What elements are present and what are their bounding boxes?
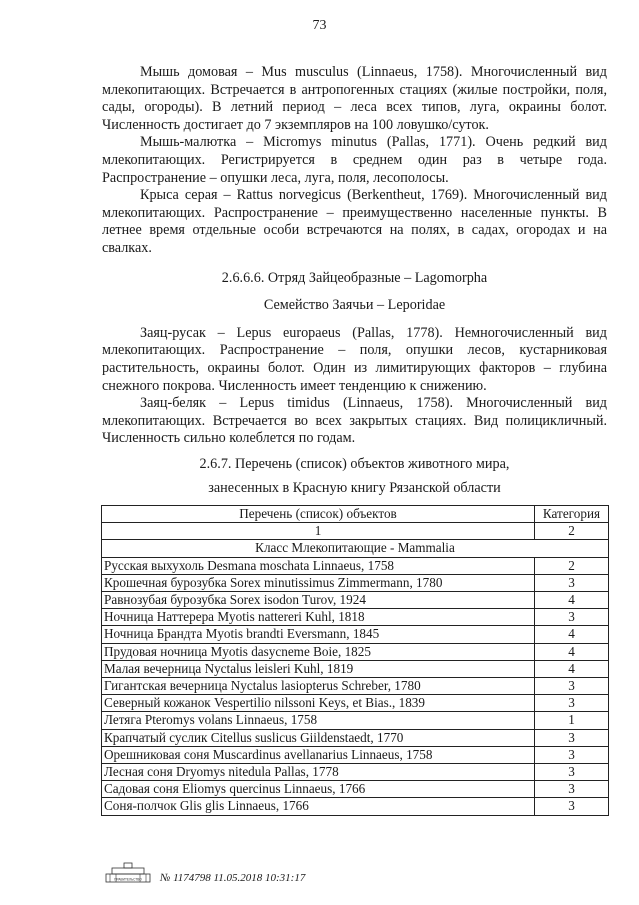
table-index-row (102, 523, 609, 540)
species-category: 3 (535, 678, 609, 695)
stamp-text: ПРАВИТЕЛЬСТВО (114, 877, 142, 882)
species-name: Орешниковая соня Muscardinus avellanarius Linnaeus, 1758 (102, 746, 535, 763)
page-number: 73 (312, 18, 327, 33)
table-row (102, 557, 609, 574)
species-category: 3 (535, 695, 609, 712)
paragraph-lepus-timidus: Заяц-беляк – Lepus timidus (Linnaeus, 1758). Многочисленный вид млекопитающих. Встречается во всех закрытых стациях. Вид полицикличный. Численность сильно колеблется по годам. (102, 395, 607, 447)
species-name: Гигантская вечерница Nyctalus lasiopterus Schreber, 1780 (102, 678, 535, 695)
paragraph-rattus-norvegicus: Крыса серая – Rattus norvegicus (Berkentheut, 1769). Многочисленный вид млекопитающих. Распространение – преимущественно населенные пункты. В летнее время отдельные особи встречаются на полях, в садах, огородах и на свалках. (102, 187, 607, 256)
table-row (102, 678, 609, 695)
index-objects: 1 (102, 523, 535, 540)
government-building-icon (104, 862, 152, 884)
table-row (102, 729, 609, 746)
species-category: 3 (535, 798, 609, 815)
species-category: 1 (535, 712, 609, 729)
table-row (102, 712, 609, 729)
species-category: 2 (535, 557, 609, 574)
species-category: 3 (535, 781, 609, 798)
species-category: 3 (535, 729, 609, 746)
species-name: Лесная соня Dryomys nitedula Pallas, 1778 (102, 764, 535, 781)
species-name: Крапчатый суслик Citellus suslicus Giildenstaedt, 1770 (102, 729, 535, 746)
species-category: 3 (535, 764, 609, 781)
table-row (102, 695, 609, 712)
document-footer (104, 862, 305, 884)
header-category: Категория (535, 506, 609, 523)
paragraph-micromys-minutus: Мышь-малютка – Micromys minutus (Pallas, 1771). Очень редкий вид млекопитающих. Регистрируется в среднем один раз в четыре года. Распространение – опушки леса, луга, поля, лесополосы. (102, 134, 607, 186)
table-row (102, 574, 609, 591)
species-category: 4 (535, 626, 609, 643)
species-category: 4 (535, 592, 609, 609)
table-row (102, 626, 609, 643)
body-text (102, 64, 607, 448)
table-row (102, 746, 609, 763)
species-category: 3 (535, 746, 609, 763)
table-row (102, 798, 609, 815)
table-class-row (102, 540, 609, 557)
species-category: 3 (535, 574, 609, 591)
family-heading-leporidae: Семейство Заячьи – Leporidae (263, 297, 446, 314)
species-name: Ночница Наттерера Myotis nattereri Kuhl, 1818 (102, 609, 535, 626)
species-name: Ночница Брандта Myotis brandti Eversmann, 1845 (102, 626, 535, 643)
index-category: 2 (535, 523, 609, 540)
paragraph-mus-musculus: Мышь домовая – Mus musculus (Linnaeus, 1758). Многочисленный вид млекопитающих. Встречается в антропогенных стациях (жилые постройки, поля, сады, огороды). В летний период – леса всех типов, луга, окраины болот. Численность достигает до 7 экземпляров на 100 ловушко/суток. (102, 64, 607, 133)
table-row (102, 781, 609, 798)
species-name: Малая вечерница Nyctalus leisleri Kuhl, 1819 (102, 660, 535, 677)
table-row (102, 643, 609, 660)
paragraph-lepus-europaeus: Заяц-русак – Lepus europaeus (Pallas, 1778). Немногочисленный вид млекопитающих. Распространение – поля, опушки лесов, кустарниковая растительность, окраины болот. Один из лимитирующих факторов – глубина снежного покрова. Численность имеет тенденцию к снижению. (102, 324, 607, 394)
document-registration-mark: № 1174798 11.05.2018 10:31:17 (160, 872, 306, 884)
header-objects: Перечень (список) объектов (102, 506, 535, 523)
section-heading-lagomorpha: 2.6.6.6. Отряд Зайцеобразные – Lagomorpha (221, 269, 488, 286)
table-row (102, 764, 609, 781)
red-book-list-title (102, 452, 607, 500)
species-name: Прудовая ночница Myotis dasycneme Boie, 1825 (102, 643, 535, 660)
species-name: Летяга Pteromys volans Linnaeus, 1758 (102, 712, 535, 729)
list-title-line-1: 2.6.7. Перечень (список) объектов животного мира, (199, 456, 510, 472)
species-name: Садовая соня Eliomys quercinus Linnaeus, 1766 (102, 781, 535, 798)
table-row (102, 660, 609, 677)
species-category: 4 (535, 660, 609, 677)
species-name: Русская выхухоль Desmana moschata Linnaeus, 1758 (102, 557, 535, 574)
species-name: Соня-полчок Glis glis Linnaeus, 1766 (102, 798, 535, 815)
species-category: 4 (535, 643, 609, 660)
red-book-table (101, 505, 609, 816)
class-mammalia: Класс Млекопитающие - Mammalia (102, 540, 609, 557)
table-row (102, 592, 609, 609)
table-row (102, 609, 609, 626)
list-title-line-2: занесенных в Красную книгу Рязанской области (208, 480, 501, 496)
species-name: Северный кожанок Vespertilio nilssoni Keys, et Bias., 1839 (102, 695, 535, 712)
species-name: Равнозубая бурозубка Sorex isodon Turov, 1924 (102, 592, 535, 609)
species-name: Крошечная бурозубка Sorex minutissimus Zimmermann, 1780 (102, 574, 535, 591)
species-category: 3 (535, 609, 609, 626)
table-header-row (102, 506, 609, 523)
